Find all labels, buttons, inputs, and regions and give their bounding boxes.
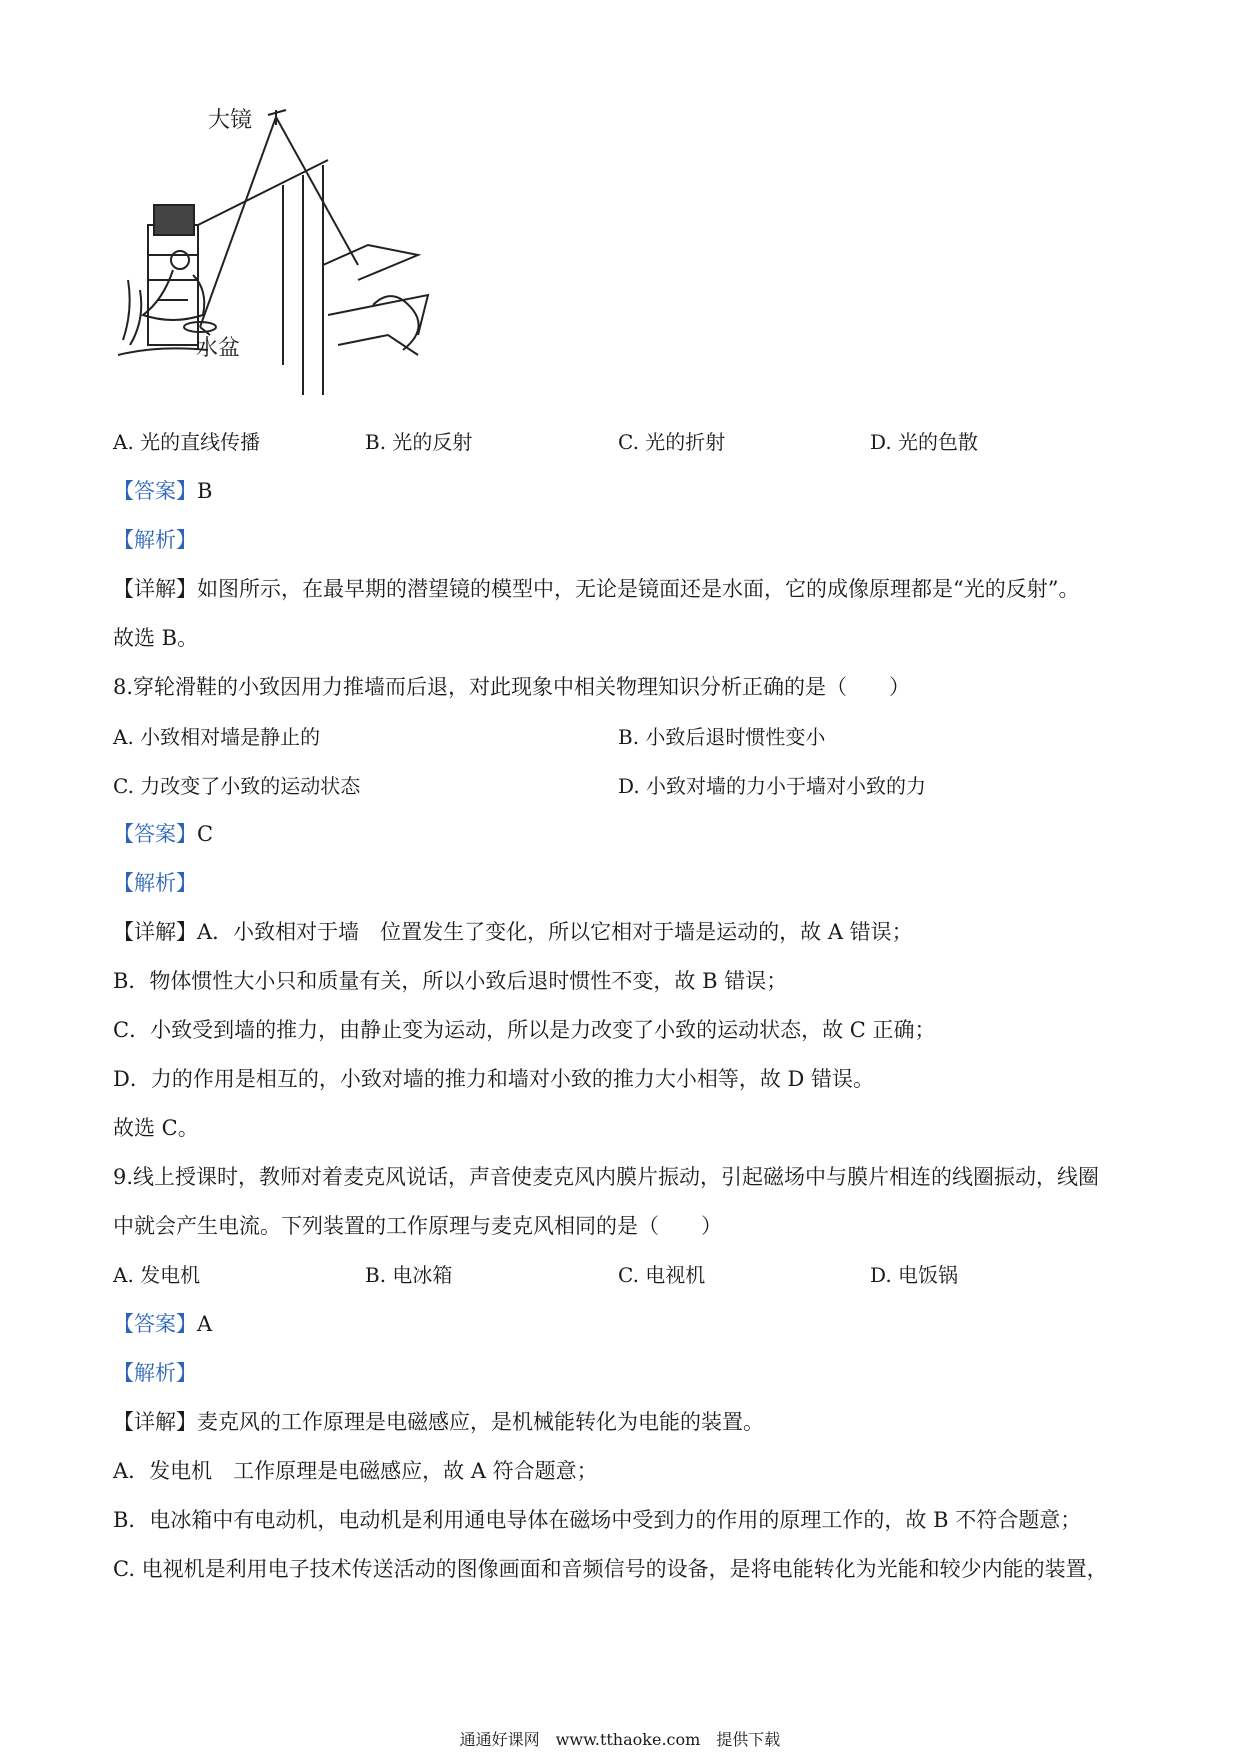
periscope-figure	[118, 105, 478, 405]
detail-text: 如图所示，在最早期的潜望镜的模型中，无论是镜面还是水面，它的成像原理都是“光的反射”。	[197, 577, 1080, 601]
q9-answer	[113, 1310, 212, 1338]
page-footer: 通通好课网 www.tthaoke.com 提供下载	[459, 1730, 781, 1749]
q7-answer	[113, 477, 212, 505]
periscope-illustration	[118, 105, 478, 405]
q9-option-b: B. 电冰箱	[365, 1263, 453, 1287]
q9-detail-b: B．电冰箱中有电动机，电动机是利用通电导体在磁场中受到力的作用的原理工作的，故 B 不符合题意；	[113, 1508, 1082, 1532]
q7-analysis-tag: 【解析】	[113, 528, 197, 552]
q8-detail-d: D．力的作用是相互的，小致对墙的推力和墙对小致的推力大小相等，故 D 错误。	[113, 1067, 875, 1091]
q8-detail-b: B．物体惯性大小只和质量有关，所以小致后退时惯性不变，故 B 错误；	[113, 969, 788, 993]
q9-detail-a: A．发电机 工作原理是电磁感应，故 A 符合题意；	[113, 1459, 598, 1483]
q8-option-a: A. 小致相对墙是静止的	[113, 725, 321, 749]
q8-answer	[113, 820, 213, 848]
detail-tag: 【详解】	[113, 920, 197, 944]
basin-label: 水盆	[196, 336, 241, 361]
q8-stem: 8.穿轮滑鞋的小致因用力推墙而后退，对此现象中相关物理知识分析正确的是（ ）	[113, 675, 911, 699]
q9-stem-line2: 中就会产生电流。下列装置的工作原理与麦克风相同的是（ ）	[113, 1214, 722, 1238]
q7-option-d: D. 光的色散	[870, 430, 979, 454]
answer-tag: 【答案】	[113, 479, 197, 503]
q8-option-d: D. 小致对墙的力小于墙对小致的力	[618, 774, 927, 798]
q7-option-a: A. 光的直线传播	[113, 430, 261, 454]
answer-value: A	[197, 1312, 213, 1336]
q9-option-a: A. 发电机	[113, 1263, 201, 1287]
answer-value: B	[197, 479, 213, 503]
q7-conclusion: 故选 B。	[113, 626, 199, 650]
detail-tag: 【详解】	[113, 577, 197, 601]
q8-analysis-tag: 【解析】	[113, 871, 197, 895]
detail-text: 麦克风的工作原理是电磁感应，是机械能转化为电能的装置。	[197, 1410, 764, 1434]
detail-text: A．小致相对于墙 位置发生了变化，所以它相对于墙是运动的，故 A 错误；	[197, 920, 913, 944]
answer-value: C	[197, 822, 214, 846]
mirror-label: 大镜	[208, 108, 253, 133]
detail-tag: 【详解】	[113, 1410, 197, 1434]
q9-option-d: D. 电饭锅	[870, 1263, 959, 1287]
answer-tag: 【答案】	[113, 1312, 197, 1336]
q7-option-c: C. 光的折射	[618, 430, 726, 454]
q9-detail-c: C. 电视机是利用电子技术传送活动的图像画面和音频信号的设备，是将电能转化为光能和较少内能的装置，	[113, 1557, 1108, 1581]
q8-option-b: B. 小致后退时惯性变小	[618, 725, 826, 749]
q9-stem-line1: 9.线上授课时，教师对着麦克风说话，声音使麦克风内膜片振动，引起磁场中与膜片相连的线圈振动，线圈	[113, 1165, 1100, 1189]
q9-analysis-tag: 【解析】	[113, 1361, 197, 1385]
q9-detail	[113, 1408, 764, 1436]
q8-detail-c: C．小致受到墙的推力，由静止变为运动，所以是力改变了小致的运动状态，故 C 正确；	[113, 1018, 936, 1042]
q8-option-c: C. 力改变了小致的运动状态	[113, 774, 361, 798]
q7-option-b: B. 光的反射	[365, 430, 473, 454]
answer-tag: 【答案】	[113, 822, 197, 846]
q8-conclusion: 故选 C。	[113, 1116, 199, 1140]
q8-detail-a	[113, 918, 913, 946]
q9-option-c: C. 电视机	[618, 1263, 706, 1287]
q7-detail	[113, 575, 1079, 603]
